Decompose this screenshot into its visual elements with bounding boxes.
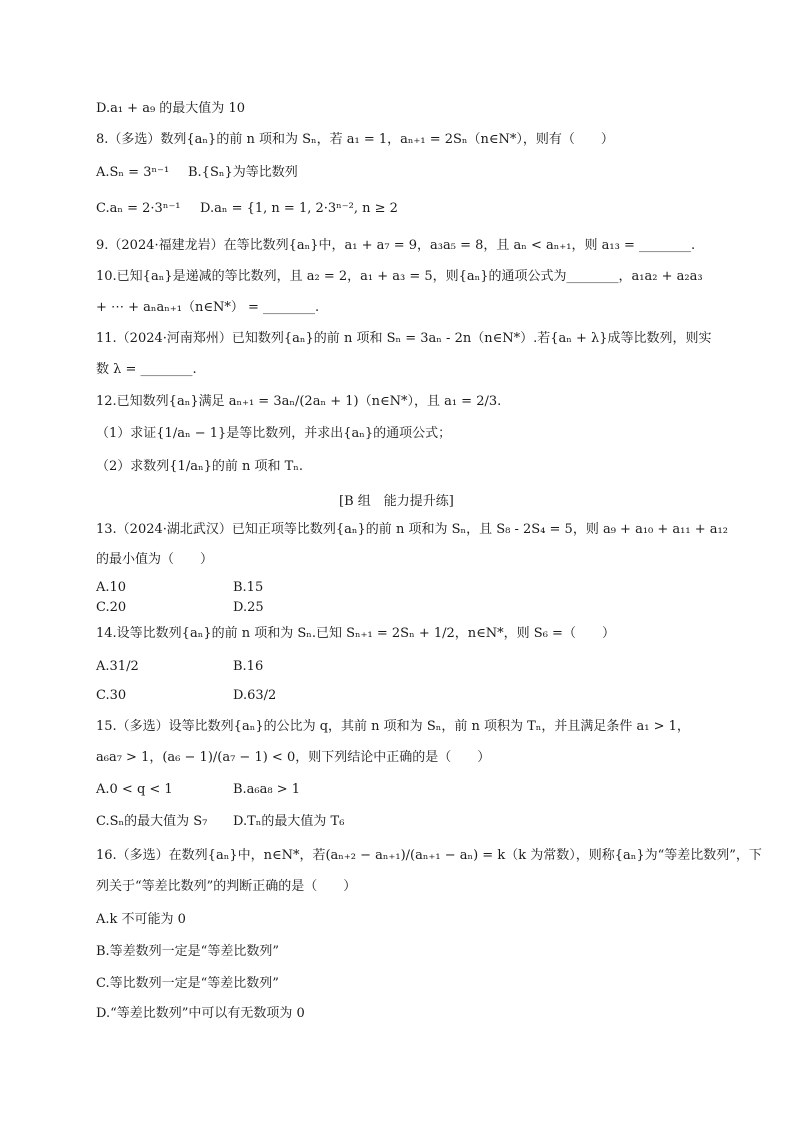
q8-option-c: C.aₙ = 2·3ⁿ⁻¹ [96, 201, 181, 216]
q11-stem-line2: 数 λ = ________. [96, 362, 197, 377]
q16-option-b: B.等差数列一定是“等差比数列” [96, 944, 279, 959]
q15-option-a: A.0 < q < 1 [96, 782, 173, 797]
q15-stem-line2: a₆a₇ > 1，(a₆ − 1)/(a₇ − 1) < 0，则下列结论中正确的是（ ） [96, 750, 491, 765]
q15-option-d: D.Tₙ的最大值为 T₆ [233, 814, 345, 829]
q8-stem: 8.（多选）数列{aₙ}的前 n 项和为 Sₙ，若 a₁ = 1，aₙ₊₁ = 2Sₙ（n∈N*），则有（ ） [96, 132, 614, 147]
q16-stem-line1: 16.（多选）在数列{aₙ}中，n∈N*，若(aₙ₊₂ − aₙ₊₁)/(aₙ₊₁ − aₙ) = k（k 为常数），则称{aₙ}为“等差比数列”，下 [96, 848, 762, 863]
q12-part-1: （1）求证{1/aₙ − 1}是等比数列，并求出{aₙ}的通项公式； [96, 426, 452, 441]
q9-stem: 9.（2024·福建龙岩）在等比数列{aₙ}中，a₁ + a₇ = 9，a₃a₅ = 8，且 aₙ < aₙ₊₁，则 a₁₃ = ________. [96, 238, 696, 253]
q13-option-a: A.10 [96, 580, 127, 595]
q14-option-d: D.63/2 [233, 688, 277, 703]
q8-option-d: D.aₙ = {1, n = 1, 2·3ⁿ⁻², n ≥ 2 [200, 201, 398, 216]
q7-option-d: D.a₁ + a₉ 的最大值为 10 [96, 101, 245, 116]
q16-stem-line2: 列关于“等差比数列”的判断正确的是（ ） [96, 879, 357, 894]
q10-stem-line2: + ⋯ + aₙaₙ₊₁（n∈N*） = ________. [96, 300, 320, 315]
q14-option-a: A.31/2 [96, 659, 139, 674]
q12-part-2: （2）求数列{1/aₙ}的前 n 项和 Tₙ. [96, 459, 304, 474]
q15-option-b: B.a₆a₈ > 1 [233, 782, 301, 797]
q15-stem-line1: 15.（多选）设等比数列{aₙ}的公比为 q，其前 n 项和为 Sₙ，前 n 项积为 Tₙ，并且满足条件 a₁ > 1， [96, 719, 690, 734]
q15-option-c: C.Sₙ的最大值为 S₇ [96, 814, 208, 829]
q14-option-b: B.16 [233, 659, 264, 674]
q12-stem: 12.已知数列{aₙ}满足 aₙ₊₁ = 3aₙ/(2aₙ + 1)（n∈N*），且 a₁ = 2/3. [96, 394, 502, 409]
section-b-heading: [B 组 能力提升练] [339, 494, 454, 509]
q8-option-a: A.Sₙ = 3ⁿ⁻¹ [96, 165, 170, 180]
q10-stem-line1: 10.已知{aₙ}是递减的等比数列，且 a₂ = 2，a₁ + a₃ = 5，则{aₙ}的通项公式为________，a₁a₂ + a₂a₃ [96, 269, 703, 284]
q14-stem: 14.设等比数列{aₙ}的前 n 项和为 Sₙ.已知 Sₙ₊₁ = 2Sₙ + 1/2，n∈N*，则 S₆ =（ ） [96, 626, 615, 641]
q13-stem-line2: 的最小值为（ ） [96, 552, 214, 567]
q16-option-c: C.等比数列一定是“等差比数列” [96, 976, 279, 991]
q13-stem-line1: 13.（2024·湖北武汉）已知正项等比数列{aₙ}的前 n 项和为 Sₙ，且 S₈ - 2S₄ = 5，则 a₉ + a₁₀ + a₁₁ + a₁₂ [96, 522, 728, 537]
q8-option-b: B.{Sₙ}为等比数列 [188, 165, 298, 180]
q13-option-c: C.20 [96, 600, 127, 615]
q13-option-d: D.25 [233, 600, 264, 615]
q11-stem-line1: 11.（2024·河南郑州）已知数列{aₙ}的前 n 项和 Sₙ = 3aₙ - 2n（n∈N*）.若{aₙ + λ}成等比数列，则实 [96, 331, 712, 346]
q14-option-c: C.30 [96, 688, 127, 703]
q16-option-a: A.k 不可能为 0 [96, 912, 186, 927]
q13-option-b: B.15 [233, 580, 264, 595]
q16-option-d: D.“等差比数列”中可以有无数项为 0 [96, 1006, 305, 1021]
